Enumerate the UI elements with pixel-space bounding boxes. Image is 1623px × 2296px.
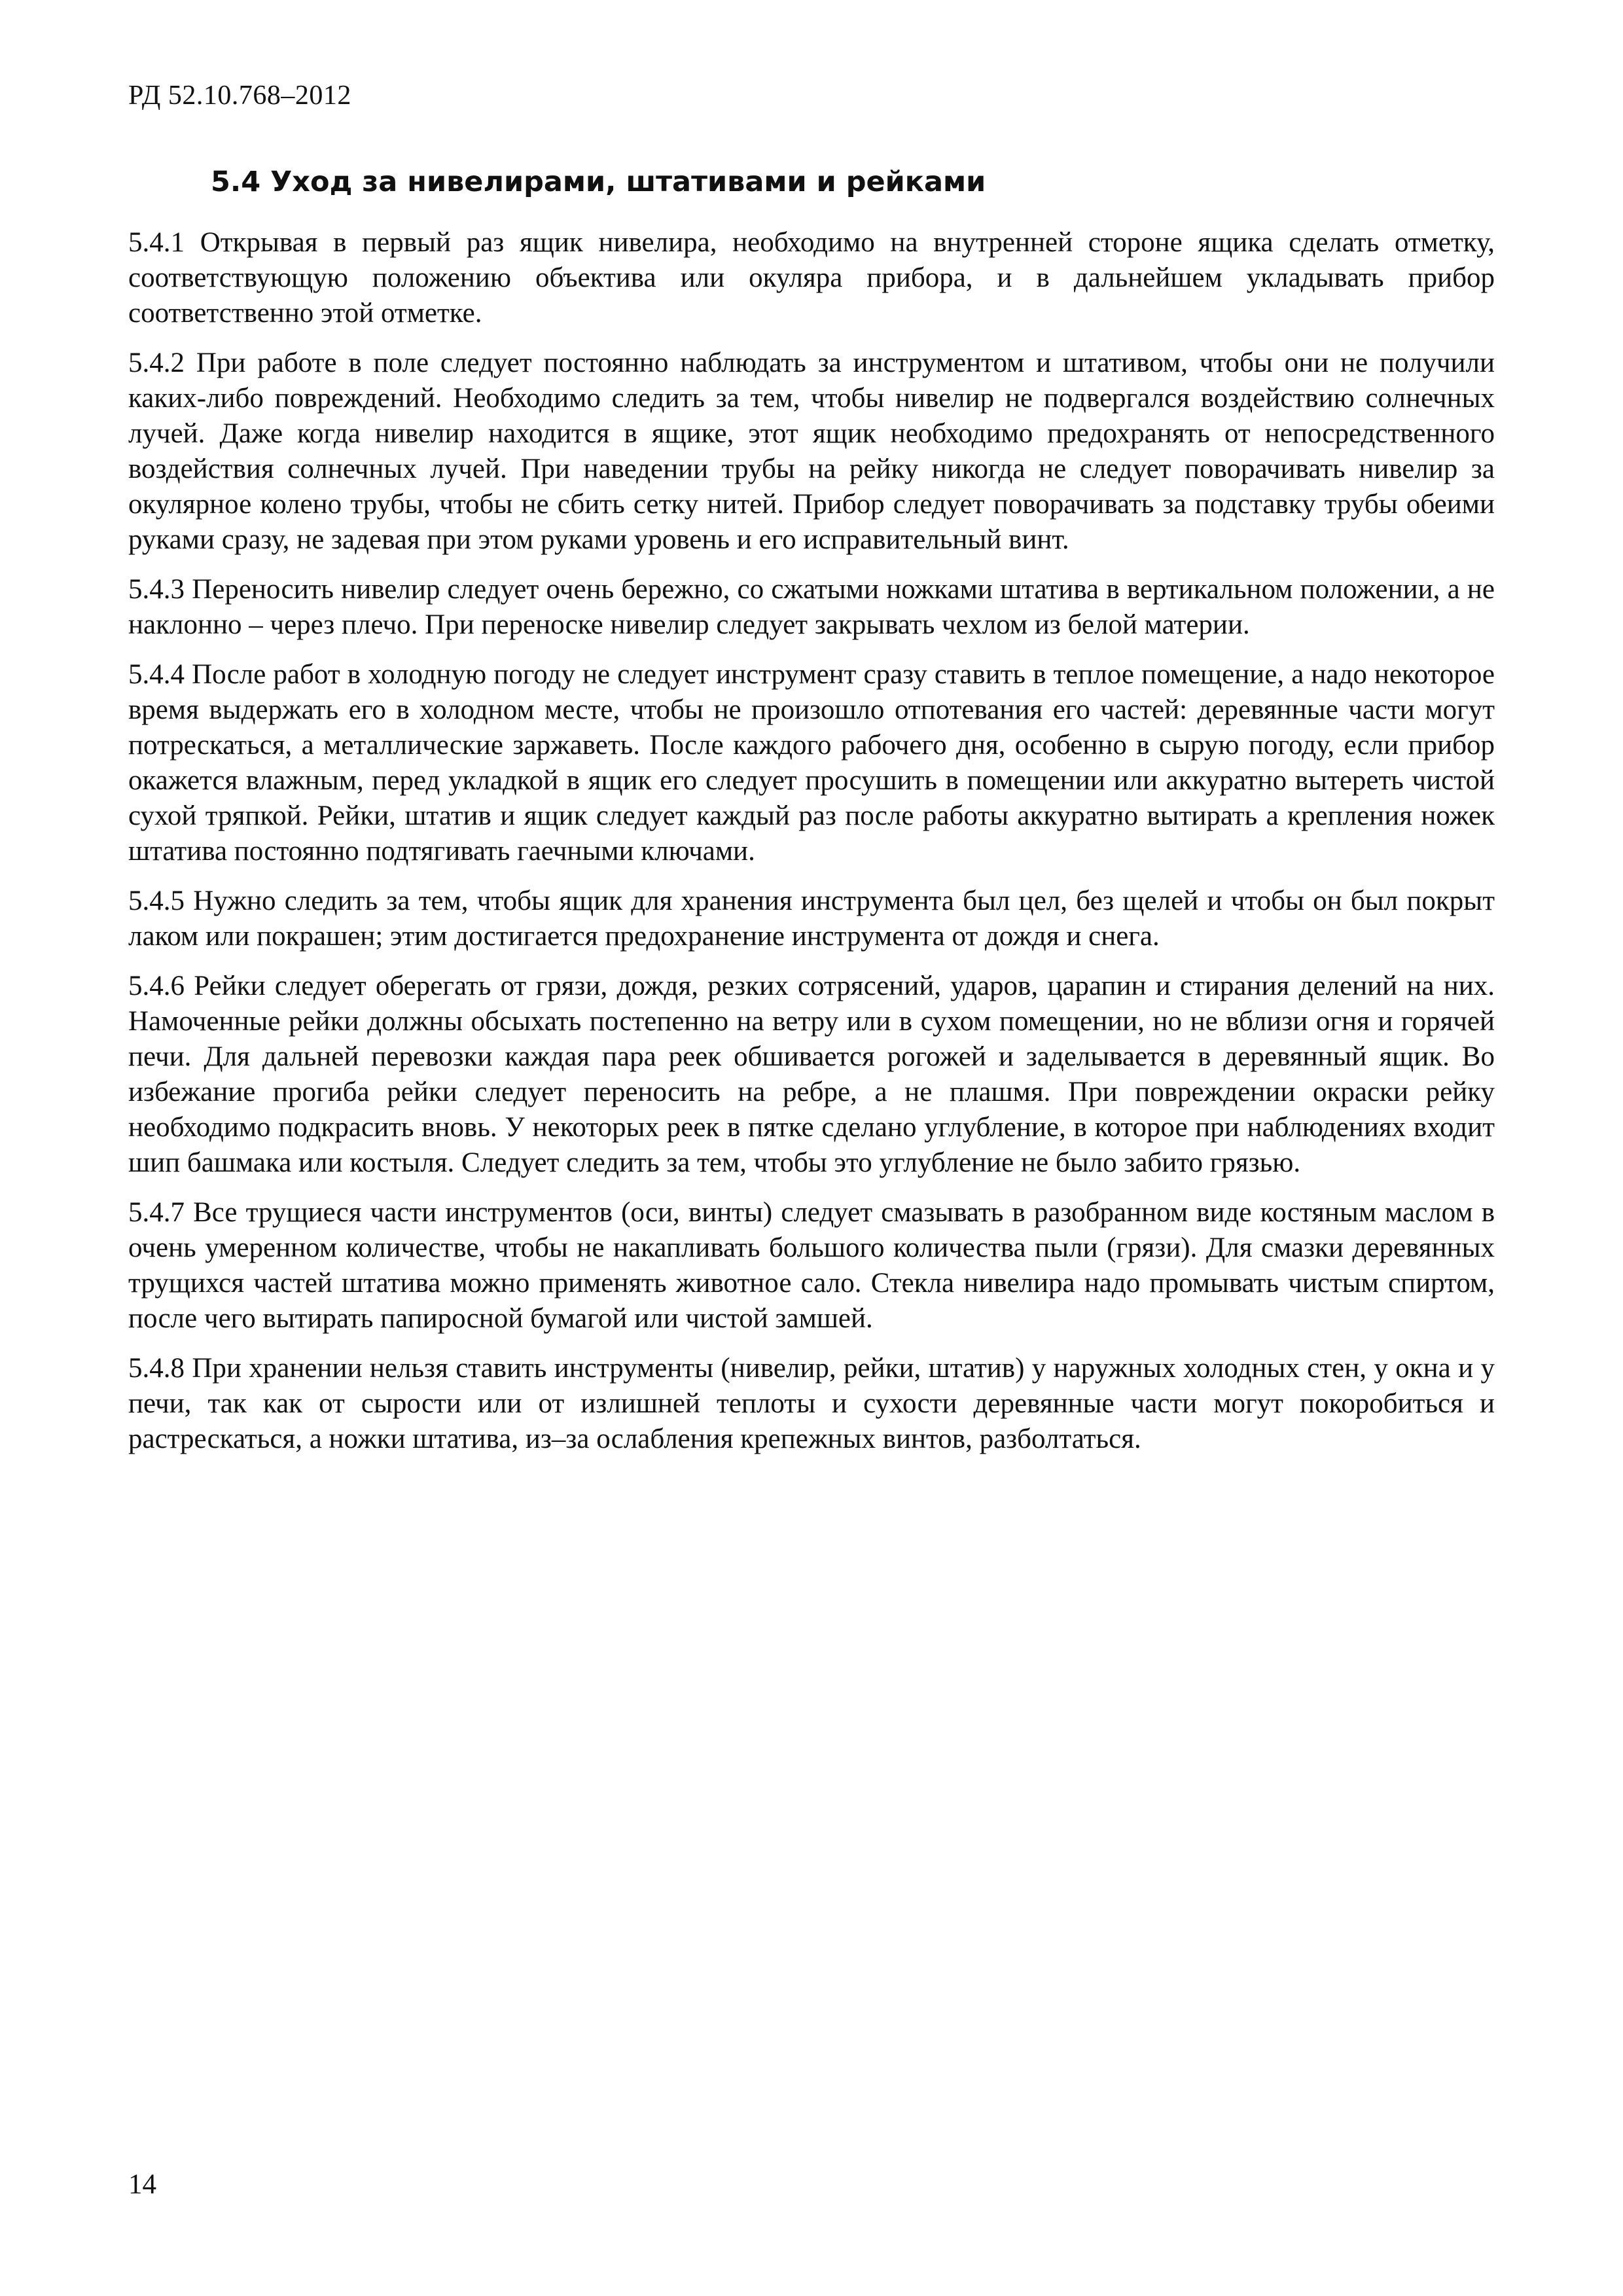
paragraph-5-4-1: 5.4.1 Открывая в первый раз ящик нивелира, необходимо на внутренней стороне ящика сделать отметку, соответствующую положению объектива или окуляра прибора, и в дальнейшем укладывать прибор соответственно этой отметке.	[128, 227, 1495, 329]
paragraph-5-4-4: 5.4.4 После работ в холодную погоду не следует инструмент сразу ставить в теплое помещение, а надо некоторое время выдержать его в холодном месте, чтобы не произошло отпотевания его частей: деревянные части могут потрескаться, а металлические заржаветь. После каждого рабочего дня, особенно в сырую погоду, если прибор окажется влажным, перед укладкой в ящик его следует просушить в помещении или аккуратно вытереть чистой сухой тряпкой. Рейки, штатив и ящик следует каждый раз после работы аккуратно вытирать а крепления ножек штатива постоянно подтягивать гаечными ключами.	[128, 659, 1495, 867]
page-number: 14	[128, 2169, 156, 2200]
section-heading: 5.4 Уход за нивелирами, штативами и рейками	[211, 166, 986, 198]
paragraph-5-4-3: 5.4.3 Переносить нивелир следует очень бережно, со сжатыми ножками штатива в вертикальном положении, а не наклонно – через плечо. При переноске нивелир следует закрывать чехлом из белой материи.	[128, 574, 1495, 640]
document-code: РД 52.10.768–2012	[128, 81, 351, 111]
section-body	[128, 225, 1495, 1471]
paragraph-5-4-7: 5.4.7 Все трущиеся части инструментов (оси, винты) следует смазывать в разобранном виде костяным маслом в очень умеренном количестве, чтобы не накапливать большого количества пыли (грязи). Для смазки деревянных трущихся частей штатива можно применять животное сало. Стекла нивелира надо промывать чистым спиртом, после чего вытирать папиросной бумагой или чистой замшей.	[128, 1197, 1495, 1334]
paragraph-5-4-5: 5.4.5 Нужно следить за тем, чтобы ящик для хранения инструмента был цел, без щелей и чтобы он был покрыт лаком или покрашен; этим достигается предохранение инструмента от дождя и снега.	[128, 886, 1495, 952]
paragraph-5-4-6: 5.4.6 Рейки следует оберегать от грязи, дождя, резких сотрясений, ударов, царапин и стирания делений на них. Намоченные рейки должны обсыхать постепенно на ветру или в сухом помещении, но не вблизи огня и горячей печи. Для дальней перевозки каждая пара реек обшивается рогожей и заделывается в деревянный ящик. Во избежание прогиба рейки следует переносить на ребре, а не плашмя. При повреждении окраски рейку необходимо подкрасить вновь. У некоторых реек в пятке сделано углубление, в которое при наблюдениях входит шип башмака или костыля. Следует следить за тем, чтобы это углубление не было забито грязью.	[128, 971, 1495, 1178]
paragraph-5-4-8: 5.4.8 При хранении нельзя ставить инструменты (нивелир, рейки, штатив) у наружных холодных стен, у окна и у печи, так как от сырости или от излишней теплоты и сухости деревянные части могут покоробиться и растрескаться, а ножки штатива, из–за ослабления крепежных винтов, разболтаться.	[128, 1353, 1495, 1454]
paragraph-5-4-2: 5.4.2 При работе в поле следует постоянно наблюдать за инструментом и штативом, чтобы они не получили каких-либо повреждений. Необходимо следить за тем, чтобы нивелир не подвергался воздействию солнечных лучей. Даже когда нивелир находится в ящике, этот ящик необходимо предохранять от непосредственного воздействия солнечных лучей. При наведении трубы на рейку никогда не следует поворачивать нивелир за окулярное колено трубы, чтобы не сбить сетку нитей. Прибор следует поворачивать за подставку трубы обеими руками сразу, не задевая при этом руками уровень и его исправительный винт.	[128, 348, 1495, 555]
